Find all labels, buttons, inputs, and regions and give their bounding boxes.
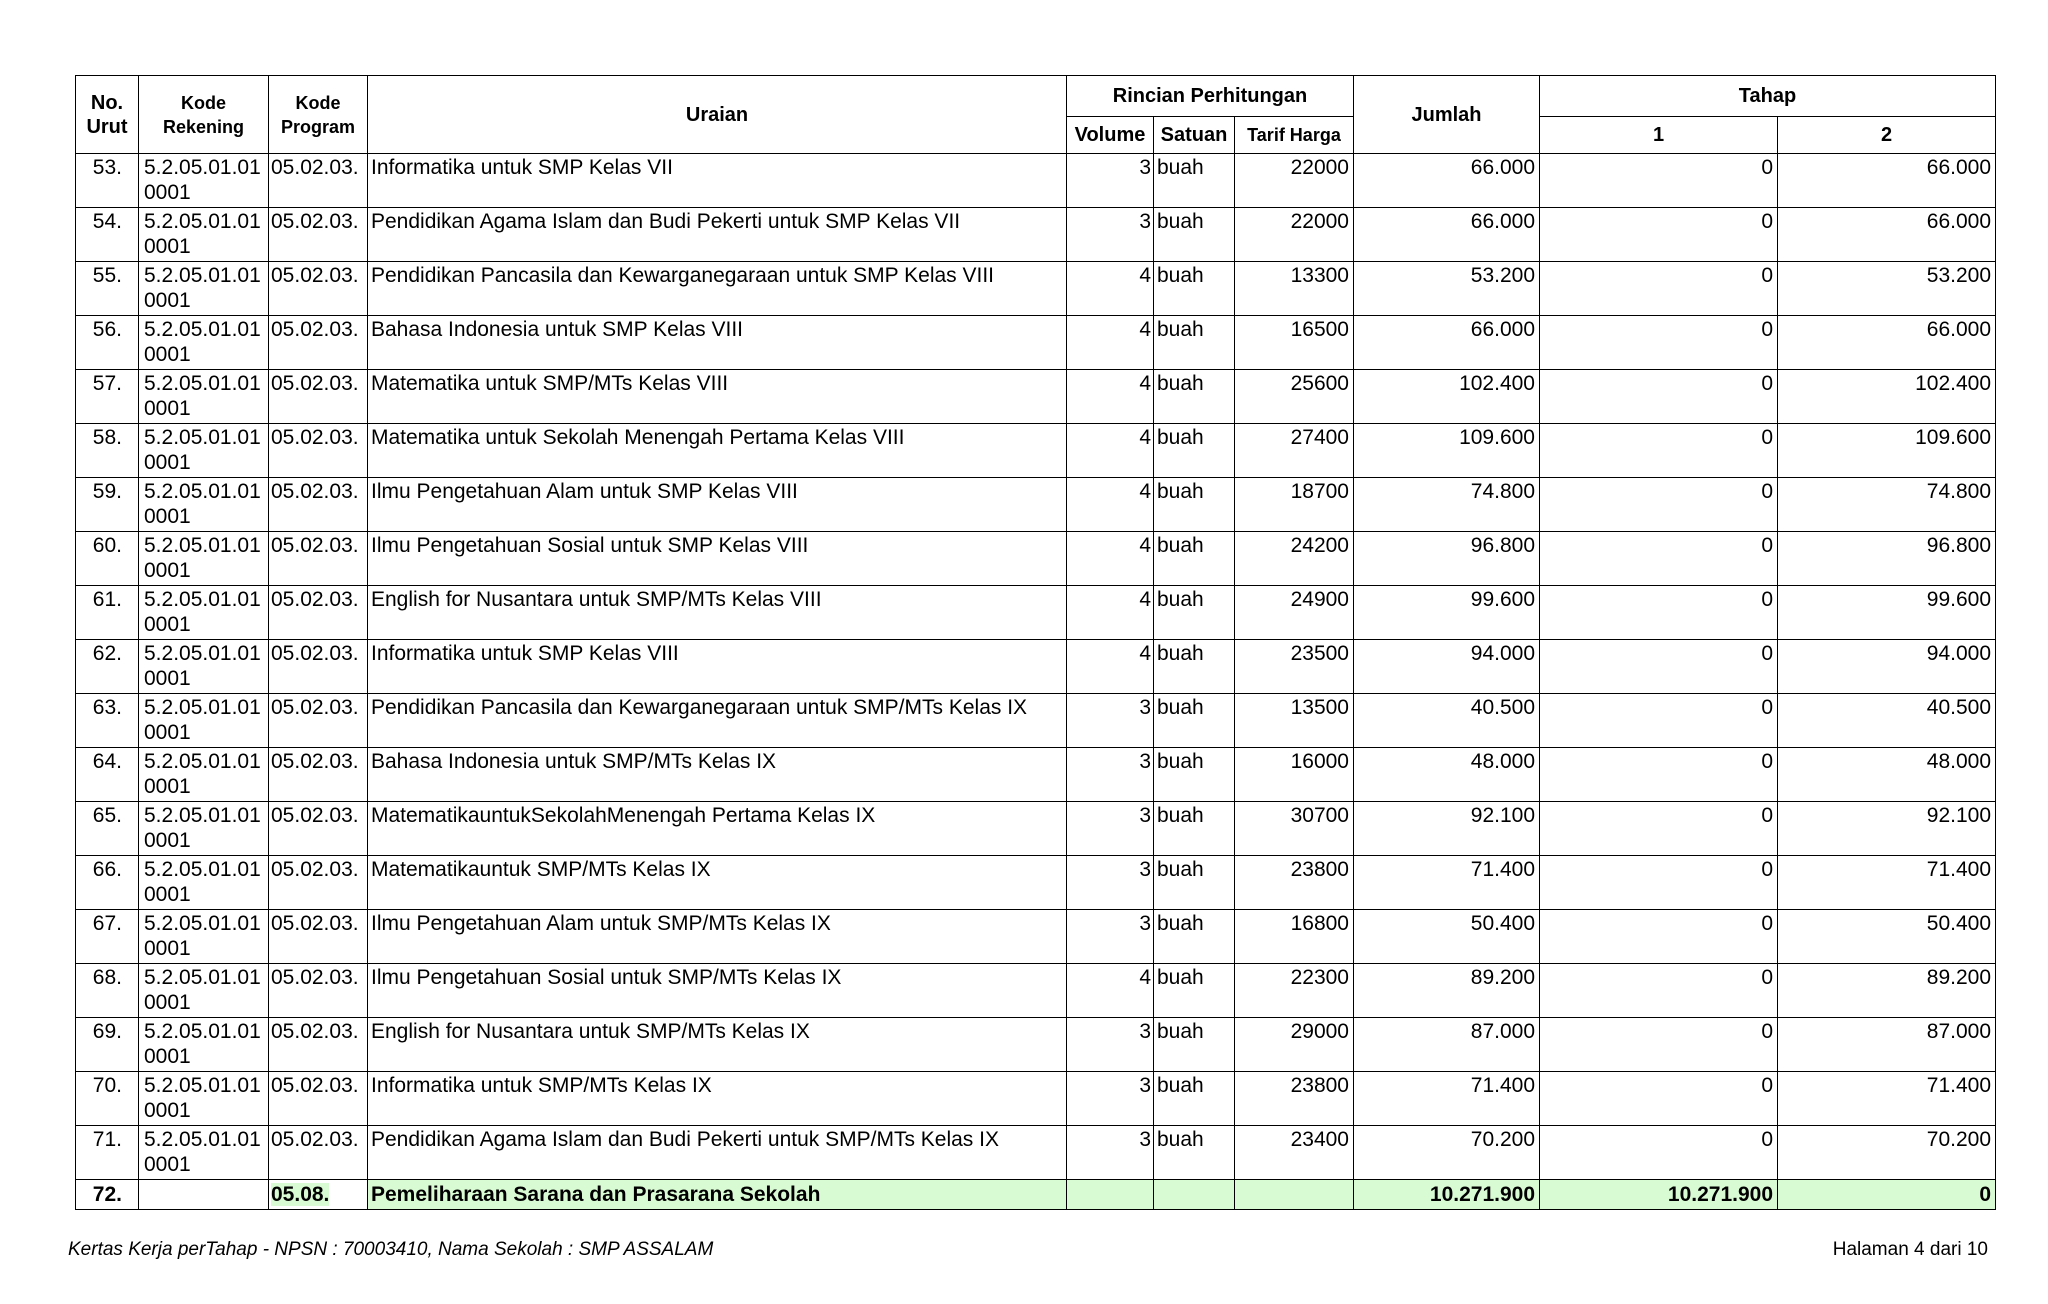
- row-jumlah: 66.000: [1354, 316, 1540, 370]
- header-kode-program: Kode Program: [269, 76, 368, 154]
- row-uraian: Matematika untuk SMP/MTs Kelas VIII: [368, 370, 1067, 424]
- row-kode-rekening: 5.2.05.01.01 0001: [139, 964, 269, 1018]
- row-kode-program: 05.02.03.: [269, 1072, 368, 1126]
- row-tahap-2: 102.400: [1778, 370, 1996, 424]
- row-kode-program: 05.02.03.: [269, 370, 368, 424]
- row-satuan: buah: [1154, 1018, 1235, 1072]
- table-row: [76, 1126, 1996, 1180]
- row-volume: 3: [1067, 154, 1154, 208]
- row-tahap-2: 99.600: [1778, 586, 1996, 640]
- row-kode-program: 05.02.03.: [269, 694, 368, 748]
- header-uraian: Uraian: [368, 76, 1067, 154]
- table-row: [76, 910, 1996, 964]
- row-tahap-2: 66.000: [1778, 208, 1996, 262]
- row-tarif-harga: 23800: [1235, 856, 1354, 910]
- row-kode-program: 05.02.03.: [269, 910, 368, 964]
- row-tahap-2: 66.000: [1778, 316, 1996, 370]
- row-tarif-harga: 23400: [1235, 1126, 1354, 1180]
- row-uraian: Ilmu Pengetahuan Sosial untuk SMP Kelas VIII: [368, 532, 1067, 586]
- row-kode-rekening: 5.2.05.01.01 0001: [139, 370, 269, 424]
- row-tarif-harga: 13300: [1235, 262, 1354, 316]
- row-kode-program: 05.02.03.: [269, 1126, 368, 1180]
- row-kode-rekening: 5.2.05.01.01 0001: [139, 1018, 269, 1072]
- row-kode-rekening: 5.2.05.01.01 0001: [139, 1126, 269, 1180]
- row-kode-program: 05.02.03.: [269, 532, 368, 586]
- row-volume: 3: [1067, 208, 1154, 262]
- total-jumlah: 10.271.900: [1354, 1180, 1540, 1210]
- total-no: 72.: [76, 1180, 139, 1210]
- row-volume: 3: [1067, 1018, 1154, 1072]
- table-row: [76, 964, 1996, 1018]
- row-satuan: buah: [1154, 478, 1235, 532]
- row-volume: 4: [1067, 532, 1154, 586]
- row-no: 62.: [76, 640, 139, 694]
- row-satuan: buah: [1154, 910, 1235, 964]
- row-satuan: buah: [1154, 1072, 1235, 1126]
- row-tarif-harga: 13500: [1235, 694, 1354, 748]
- row-no: 54.: [76, 208, 139, 262]
- row-uraian: Pendidikan Pancasila dan Kewarganegaraan untuk SMP/MTs Kelas IX: [368, 694, 1067, 748]
- row-no: 55.: [76, 262, 139, 316]
- row-uraian: Pendidikan Agama Islam dan Budi Pekerti untuk SMP/MTs Kelas IX: [368, 1126, 1067, 1180]
- row-tahap-1: 0: [1540, 316, 1778, 370]
- header-volume: Volume: [1067, 117, 1154, 154]
- row-tarif-harga: 29000: [1235, 1018, 1354, 1072]
- row-jumlah: 99.600: [1354, 586, 1540, 640]
- row-jumlah: 40.500: [1354, 694, 1540, 748]
- header-tahap-1: 1: [1540, 117, 1778, 154]
- row-tahap-2: 96.800: [1778, 532, 1996, 586]
- row-volume: 3: [1067, 1072, 1154, 1126]
- row-tahap-2: 74.800: [1778, 478, 1996, 532]
- row-volume: 4: [1067, 964, 1154, 1018]
- row-volume: 3: [1067, 694, 1154, 748]
- row-tahap-2: 53.200: [1778, 262, 1996, 316]
- row-no: 59.: [76, 478, 139, 532]
- total-satuan: [1154, 1180, 1235, 1210]
- row-jumlah: 48.000: [1354, 748, 1540, 802]
- row-volume: 3: [1067, 856, 1154, 910]
- total-tahap-2: 0: [1778, 1180, 1996, 1210]
- table-header: [76, 76, 1996, 154]
- row-jumlah: 50.400: [1354, 910, 1540, 964]
- row-satuan: buah: [1154, 694, 1235, 748]
- row-tarif-harga: 22300: [1235, 964, 1354, 1018]
- row-kode-rekening: 5.2.05.01.01 0001: [139, 748, 269, 802]
- row-tahap-2: 92.100: [1778, 802, 1996, 856]
- row-jumlah: 87.000: [1354, 1018, 1540, 1072]
- row-volume: 3: [1067, 802, 1154, 856]
- row-tahap-2: 50.400: [1778, 910, 1996, 964]
- row-kode-program: 05.02.03.: [269, 1018, 368, 1072]
- row-jumlah: 71.400: [1354, 1072, 1540, 1126]
- row-jumlah: 53.200: [1354, 262, 1540, 316]
- row-volume: 4: [1067, 262, 1154, 316]
- header-kode-rekening: Kode Rekening: [139, 76, 269, 154]
- row-kode-rekening: 5.2.05.01.01 0001: [139, 586, 269, 640]
- row-satuan: buah: [1154, 586, 1235, 640]
- row-tahap-1: 0: [1540, 586, 1778, 640]
- header-tahap-2: 2: [1778, 117, 1996, 154]
- table-body: [76, 154, 1996, 1210]
- row-no: 60.: [76, 532, 139, 586]
- row-kode-program: 05.02.03.: [269, 586, 368, 640]
- table-row: [76, 154, 1996, 208]
- row-tahap-2: 87.000: [1778, 1018, 1996, 1072]
- footer-page-number: Halaman 4 dari 10: [1832, 1239, 1988, 1260]
- row-uraian: Matematikauntuk SMP/MTs Kelas IX: [368, 856, 1067, 910]
- row-tarif-harga: 23500: [1235, 640, 1354, 694]
- row-tahap-1: 0: [1540, 1018, 1778, 1072]
- total-tahap-1: 10.271.900: [1540, 1180, 1778, 1210]
- row-tarif-harga: 22000: [1235, 154, 1354, 208]
- row-uraian: Informatika untuk SMP Kelas VII: [368, 154, 1067, 208]
- row-kode-rekening: 5.2.05.01.01 0001: [139, 424, 269, 478]
- table-row: [76, 1072, 1996, 1126]
- row-kode-rekening: 5.2.05.01.01 0001: [139, 154, 269, 208]
- row-jumlah: 109.600: [1354, 424, 1540, 478]
- row-no: 65.: [76, 802, 139, 856]
- header-rincian-perhitungan: Rincian Perhitungan: [1067, 76, 1354, 117]
- row-tahap-1: 0: [1540, 262, 1778, 316]
- row-kode-program: 05.02.03.: [269, 964, 368, 1018]
- row-tarif-harga: 24200: [1235, 532, 1354, 586]
- row-satuan: buah: [1154, 154, 1235, 208]
- page-footer: [68, 1236, 1988, 1264]
- budget-table: [75, 75, 1996, 1210]
- row-kode-program: 05.02.03.: [269, 478, 368, 532]
- row-kode-program: 05.02.03.: [269, 154, 368, 208]
- row-volume: 4: [1067, 640, 1154, 694]
- row-uraian: Matematika untuk Sekolah Menengah Pertama Kelas VIII: [368, 424, 1067, 478]
- row-tahap-1: 0: [1540, 640, 1778, 694]
- row-volume: 4: [1067, 370, 1154, 424]
- row-no: 64.: [76, 748, 139, 802]
- row-tarif-harga: 25600: [1235, 370, 1354, 424]
- row-satuan: buah: [1154, 856, 1235, 910]
- row-jumlah: 96.800: [1354, 532, 1540, 586]
- row-uraian: Bahasa Indonesia untuk SMP/MTs Kelas IX: [368, 748, 1067, 802]
- row-volume: 3: [1067, 1126, 1154, 1180]
- row-no: 63.: [76, 694, 139, 748]
- header-satuan: Satuan: [1154, 117, 1235, 154]
- row-volume: 4: [1067, 424, 1154, 478]
- total-tarif: [1235, 1180, 1354, 1210]
- row-tahap-1: 0: [1540, 1072, 1778, 1126]
- row-no: 70.: [76, 1072, 139, 1126]
- row-satuan: buah: [1154, 370, 1235, 424]
- row-tahap-2: 40.500: [1778, 694, 1996, 748]
- row-kode-rekening: 5.2.05.01.01 0001: [139, 910, 269, 964]
- row-uraian: Informatika untuk SMP Kelas VIII: [368, 640, 1067, 694]
- total-row: [76, 1180, 1996, 1210]
- row-kode-rekening: 5.2.05.01.01 0001: [139, 694, 269, 748]
- row-jumlah: 74.800: [1354, 478, 1540, 532]
- row-tahap-1: 0: [1540, 478, 1778, 532]
- row-satuan: buah: [1154, 262, 1235, 316]
- table-row: [76, 586, 1996, 640]
- table-row: [76, 262, 1996, 316]
- row-tahap-1: 0: [1540, 208, 1778, 262]
- row-satuan: buah: [1154, 208, 1235, 262]
- row-no: 61.: [76, 586, 139, 640]
- table-row: [76, 478, 1996, 532]
- header-jumlah: Jumlah: [1354, 76, 1540, 154]
- row-tahap-1: 0: [1540, 532, 1778, 586]
- total-volume: [1067, 1180, 1154, 1210]
- row-kode-rekening: 5.2.05.01.01 0001: [139, 316, 269, 370]
- row-tarif-harga: 30700: [1235, 802, 1354, 856]
- row-uraian: Pendidikan Pancasila dan Kewarganegaraan untuk SMP Kelas VIII: [368, 262, 1067, 316]
- row-satuan: buah: [1154, 640, 1235, 694]
- row-satuan: buah: [1154, 802, 1235, 856]
- row-satuan: buah: [1154, 424, 1235, 478]
- row-tarif-harga: 22000: [1235, 208, 1354, 262]
- row-jumlah: 92.100: [1354, 802, 1540, 856]
- row-tarif-harga: 16500: [1235, 316, 1354, 370]
- row-kode-program: 05.02.03.: [269, 640, 368, 694]
- table-row: [76, 370, 1996, 424]
- row-volume: 3: [1067, 910, 1154, 964]
- row-kode-rekening: 5.2.05.01.01 0001: [139, 802, 269, 856]
- row-uraian: Bahasa Indonesia untuk SMP Kelas VIII: [368, 316, 1067, 370]
- footer-document-info: Kertas Kerja perTahap - NPSN : 70003410, Nama Sekolah : SMP ASSALAM: [68, 1239, 714, 1260]
- row-kode-program: 05.02.03.: [269, 424, 368, 478]
- row-uraian: Ilmu Pengetahuan Alam untuk SMP/MTs Kelas IX: [368, 910, 1067, 964]
- row-jumlah: 66.000: [1354, 154, 1540, 208]
- table-row: [76, 316, 1996, 370]
- row-jumlah: 89.200: [1354, 964, 1540, 1018]
- row-jumlah: 102.400: [1354, 370, 1540, 424]
- row-no: 53.: [76, 154, 139, 208]
- row-kode-program: 05.02.03.: [269, 802, 368, 856]
- row-no: 68.: [76, 964, 139, 1018]
- row-kode-rekening: 5.2.05.01.01 0001: [139, 856, 269, 910]
- row-no: 57.: [76, 370, 139, 424]
- row-kode-rekening: 5.2.05.01.01 0001: [139, 640, 269, 694]
- header-tahap: Tahap: [1540, 76, 1996, 117]
- row-jumlah: 71.400: [1354, 856, 1540, 910]
- row-tarif-harga: 18700: [1235, 478, 1354, 532]
- table-row: [76, 208, 1996, 262]
- table-row: [76, 532, 1996, 586]
- row-tahap-1: 0: [1540, 910, 1778, 964]
- row-tahap-1: 0: [1540, 370, 1778, 424]
- row-jumlah: 70.200: [1354, 1126, 1540, 1180]
- row-satuan: buah: [1154, 532, 1235, 586]
- row-uraian: Informatika untuk SMP/MTs Kelas IX: [368, 1072, 1067, 1126]
- total-uraian: Pemeliharaan Sarana dan Prasarana Sekolah: [368, 1180, 1067, 1210]
- row-satuan: buah: [1154, 316, 1235, 370]
- row-volume: 3: [1067, 748, 1154, 802]
- row-uraian: English for Nusantara untuk SMP/MTs Kelas IX: [368, 1018, 1067, 1072]
- row-uraian: Pendidikan Agama Islam dan Budi Pekerti untuk SMP Kelas VII: [368, 208, 1067, 262]
- row-jumlah: 66.000: [1354, 208, 1540, 262]
- row-tahap-1: 0: [1540, 154, 1778, 208]
- row-satuan: buah: [1154, 748, 1235, 802]
- table-row: [76, 856, 1996, 910]
- row-kode-rekening: 5.2.05.01.01 0001: [139, 532, 269, 586]
- row-uraian: MatematikauntukSekolahMenengah Pertama Kelas IX: [368, 802, 1067, 856]
- row-tarif-harga: 16000: [1235, 748, 1354, 802]
- header-no-urut: No. Urut: [76, 76, 139, 154]
- row-tahap-2: 109.600: [1778, 424, 1996, 478]
- row-no: 67.: [76, 910, 139, 964]
- table-row: [76, 424, 1996, 478]
- row-kode-program: 05.02.03.: [269, 748, 368, 802]
- row-uraian: Ilmu Pengetahuan Sosial untuk SMP/MTs Kelas IX: [368, 964, 1067, 1018]
- row-uraian: Ilmu Pengetahuan Alam untuk SMP Kelas VIII: [368, 478, 1067, 532]
- row-tahap-2: 71.400: [1778, 856, 1996, 910]
- table-row: [76, 748, 1996, 802]
- row-volume: 4: [1067, 478, 1154, 532]
- row-jumlah: 94.000: [1354, 640, 1540, 694]
- row-tahap-1: 0: [1540, 694, 1778, 748]
- row-kode-program: 05.02.03.: [269, 856, 368, 910]
- header-tarif-harga: Tarif Harga: [1235, 117, 1354, 154]
- row-no: 58.: [76, 424, 139, 478]
- row-satuan: buah: [1154, 1126, 1235, 1180]
- total-kode-program: 05.08.: [269, 1180, 368, 1210]
- row-no: 56.: [76, 316, 139, 370]
- table-row: [76, 694, 1996, 748]
- row-tahap-1: 0: [1540, 964, 1778, 1018]
- row-kode-program: 05.02.03.: [269, 262, 368, 316]
- row-tahap-2: 70.200: [1778, 1126, 1996, 1180]
- row-tarif-harga: 27400: [1235, 424, 1354, 478]
- row-tahap-1: 0: [1540, 856, 1778, 910]
- row-kode-rekening: 5.2.05.01.01 0001: [139, 478, 269, 532]
- row-tahap-2: 48.000: [1778, 748, 1996, 802]
- budget-sheet: [75, 75, 1995, 1210]
- row-kode-rekening: 5.2.05.01.01 0001: [139, 208, 269, 262]
- row-tahap-1: 0: [1540, 802, 1778, 856]
- row-kode-program: 05.02.03.: [269, 208, 368, 262]
- table-row: [76, 802, 1996, 856]
- row-tarif-harga: 24900: [1235, 586, 1354, 640]
- row-kode-rekening: 5.2.05.01.01 0001: [139, 1072, 269, 1126]
- row-no: 69.: [76, 1018, 139, 1072]
- row-kode-rekening: 5.2.05.01.01 0001: [139, 262, 269, 316]
- row-tahap-2: 89.200: [1778, 964, 1996, 1018]
- row-tarif-harga: 16800: [1235, 910, 1354, 964]
- row-tahap-1: 0: [1540, 748, 1778, 802]
- row-tahap-2: 66.000: [1778, 154, 1996, 208]
- row-tahap-1: 0: [1540, 1126, 1778, 1180]
- row-uraian: English for Nusantara untuk SMP/MTs Kelas VIII: [368, 586, 1067, 640]
- row-no: 66.: [76, 856, 139, 910]
- row-tahap-2: 71.400: [1778, 1072, 1996, 1126]
- row-tahap-1: 0: [1540, 424, 1778, 478]
- total-kode-rekening: [139, 1180, 269, 1210]
- row-no: 71.: [76, 1126, 139, 1180]
- row-tahap-2: 94.000: [1778, 640, 1996, 694]
- table-row: [76, 1018, 1996, 1072]
- row-tarif-harga: 23800: [1235, 1072, 1354, 1126]
- table-row: [76, 640, 1996, 694]
- row-kode-program: 05.02.03.: [269, 316, 368, 370]
- row-volume: 4: [1067, 586, 1154, 640]
- row-satuan: buah: [1154, 964, 1235, 1018]
- row-volume: 4: [1067, 316, 1154, 370]
